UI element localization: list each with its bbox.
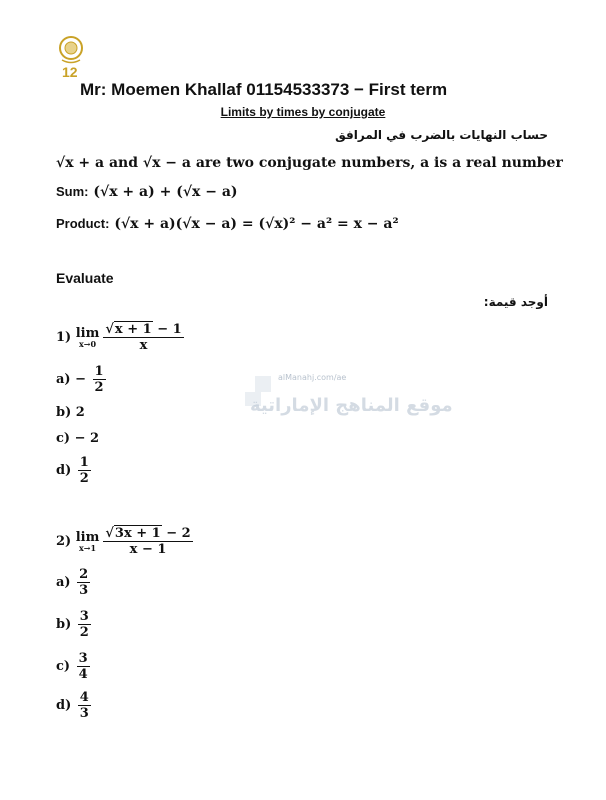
sum-expression: (√x + a) + (√x − a) [93,184,238,200]
fraction-denominator: x − 1 [129,542,167,557]
arabic-heading: حساب النهايات بالضرب في المرافق [335,128,548,142]
product-line [56,216,399,232]
evaluate-label: Evaluate [56,270,114,286]
sum-line [56,184,238,200]
q2-option-a[interactable]: a) $\frac{2}{3}$ [56,567,89,598]
question-fraction [103,526,192,557]
question-number: 2) [56,534,72,549]
fraction-numerator: √3x + 1 − 2 [105,526,191,541]
q1-option-c[interactable]: c) − 2 [56,431,100,446]
evaluate-arabic: أوجد قيمة: [483,295,548,309]
question-1 [56,322,186,353]
question-fraction [103,322,183,353]
product-label: Product: [56,216,110,231]
limit-subscript: x→0 [79,338,97,349]
limit-subscript: x→1 [79,542,97,553]
sum-label: Sum: [56,184,89,199]
question-2 [56,526,195,557]
q1-option-d[interactable]: d) $\frac{1}{2}$ [56,455,89,486]
logo-grade-number: 12 [62,64,78,80]
q2-option-d[interactable]: d) $\frac{4}{3}$ [56,690,89,721]
q2-option-c[interactable]: c) $\frac{3}{4}$ [56,651,88,682]
fraction-numerator: √x + 1 − 1 [105,322,182,337]
limit-operator: lim x→0 [75,325,100,349]
watermark-text: موقع المناهج الإماراتية [250,395,453,416]
q2-option-b[interactable]: b) $\frac{3}{2}$ [56,609,89,640]
page-subtitle: Limits by times by conjugate [220,105,386,119]
q1-option-a[interactable]: a) − $\frac{1}{2}$ [56,364,104,395]
page-header-title: Mr: Moemen Khallaf 01154533373 − First term [80,80,448,99]
q1-option-b[interactable]: b) 2 [56,405,85,420]
limit-operator: lim x→1 [75,529,100,553]
product-expression: (√x + a)(√x − a) = (√x)² − a² = x − a² [114,216,399,232]
conjugate-statement: √x + a and √x − a are two conjugate numbers, a is a real number [56,155,563,171]
watermark-url: alManahj.com/ae [278,373,347,382]
question-number: 1) [56,330,72,345]
fraction-denominator: x [139,338,148,353]
